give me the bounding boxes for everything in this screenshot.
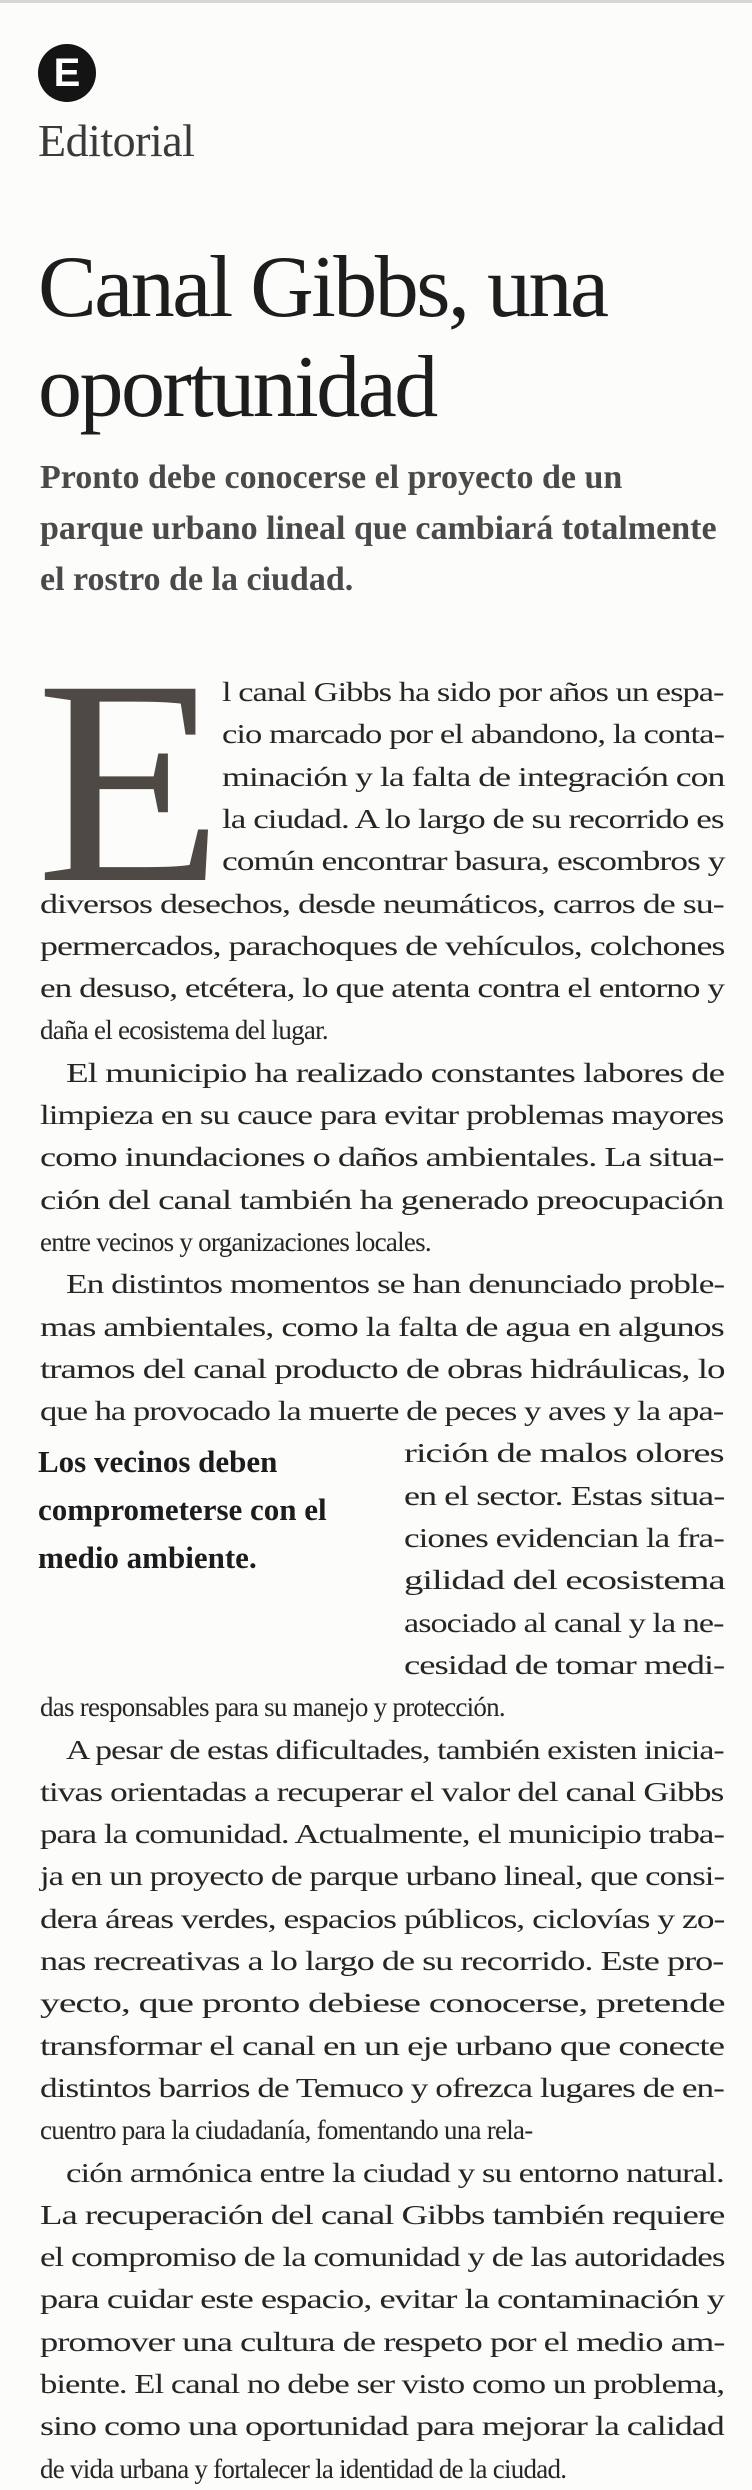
body-line: transformar el canal en un eje urbano que conecte [40, 2030, 724, 2061]
body-line: como inundaciones o daños ambientales. La situa- [40, 1142, 724, 1173]
body-line: sino como una oportunidad para mejorar la calidad [40, 2411, 724, 2442]
headline: Canal Gibbs, una oportunidad [38, 239, 607, 436]
body-line: dera áreas verdes, espacios públicos, ciclovías y zo- [40, 1903, 725, 1934]
body-line: biente. El canal no debe ser visto como un problema, [40, 2369, 725, 2399]
body-line: distintos barrios de Temuco y ofrezca lugares de en- [40, 2072, 724, 2103]
body-line: rición de malos olores [404, 1438, 724, 1469]
body-line: ciones evidencian la fra- [404, 1523, 724, 1553]
body-line: minación y la falta de integración con [222, 761, 725, 792]
body-line: ja en un proyecto de parque urbano lineal, que consi- [40, 1861, 725, 1892]
body-line: l canal Gibbs ha sido por años un espa- [222, 677, 724, 707]
body-line: en desuso, etcétera, lo que atenta contra el entorno y [40, 973, 725, 1004]
deck-subtitle: Pronto debe conocerse el proyecto de un parque urbano lineal que cambiará totalmente el rostro de la ciudad. [40, 459, 717, 598]
body-line: gilidad del ecosistema [404, 1565, 725, 1596]
body-line: tramos del canal producto de obras hidráulicas, lo [40, 1353, 725, 1384]
body-line: ción armónica entre la ciudad y su entorno natural. [66, 2157, 724, 2188]
body-line: permercados, parachoques de vehículos, colchones [40, 930, 725, 961]
drop-cap: E [36, 621, 224, 944]
body-line: entre vecinos y organizaciones locales. [40, 1226, 431, 1257]
top-rule [0, 0, 752, 3]
body-line: para cuidar este espacio, evitar la contaminación y [40, 2284, 724, 2315]
body-line: nas recreativas a lo largo de su recorrido. Este pro- [40, 1946, 724, 1976]
body-line: limpieza en su cauce para evitar problemas mayores [40, 1100, 724, 1130]
body-line: A pesar de estas dificultades, también existen inicia- [66, 1734, 724, 1765]
section-label: Editorial [38, 115, 195, 166]
body-line: En distintos momentos se han denunciado proble- [66, 1269, 725, 1300]
pull-quote: Los vecinos deben comprometerse con el medio ambiente. [38, 1444, 327, 1575]
body-line: yecto, que pronto debiese conocerse, pretende [40, 1988, 725, 2019]
body-line: mas ambientales, como la falta de agua en algunos [40, 1311, 724, 1342]
body-line: diversos desechos, desde neumáticos, carros de su- [40, 888, 724, 919]
section-badge-icon: E [38, 44, 96, 102]
body-line: cio marcado por el abandono, la conta- [222, 719, 725, 750]
body-line: das responsables para su manejo y protección. [40, 1692, 505, 1723]
body-line: para la comunidad. Actualmente, el municipio traba- [40, 1819, 725, 1850]
body-line: de vida urbana y fortalecer la identidad de la ciudad. [40, 2453, 567, 2484]
body-line: La recuperación del canal Gibbs también requiere [40, 2199, 725, 2230]
body-line: promover una cultura de respeto por el medio am- [40, 2326, 725, 2357]
body-line: común encontrar basura, escombros y [222, 846, 725, 877]
body-line: El municipio ha realizado constantes labores de [66, 1057, 725, 1088]
body-line: la ciudad. A lo largo de su recorrido es [222, 803, 724, 834]
body-line: ción del canal también ha generado preocupación [40, 1184, 724, 1215]
body-line: cesidad de tomar medi- [404, 1649, 725, 1680]
body-line: el compromiso de la comunidad y de las autoridades [40, 2242, 725, 2273]
body-line: asociado al canal y la ne- [404, 1607, 724, 1638]
body-line: daña el ecosistema del lugar. [40, 1015, 328, 1046]
body-line: tivas orientadas a recuperar el valor del canal Gibbs [40, 1776, 724, 1807]
body-line: cuentro para la ciudadanía, fomentando una rela- [40, 2115, 533, 2146]
body-line: en el sector. Estas situa- [404, 1480, 725, 1511]
body-line: que ha provocado la muerte de peces y aves y la apa- [40, 1396, 724, 1427]
